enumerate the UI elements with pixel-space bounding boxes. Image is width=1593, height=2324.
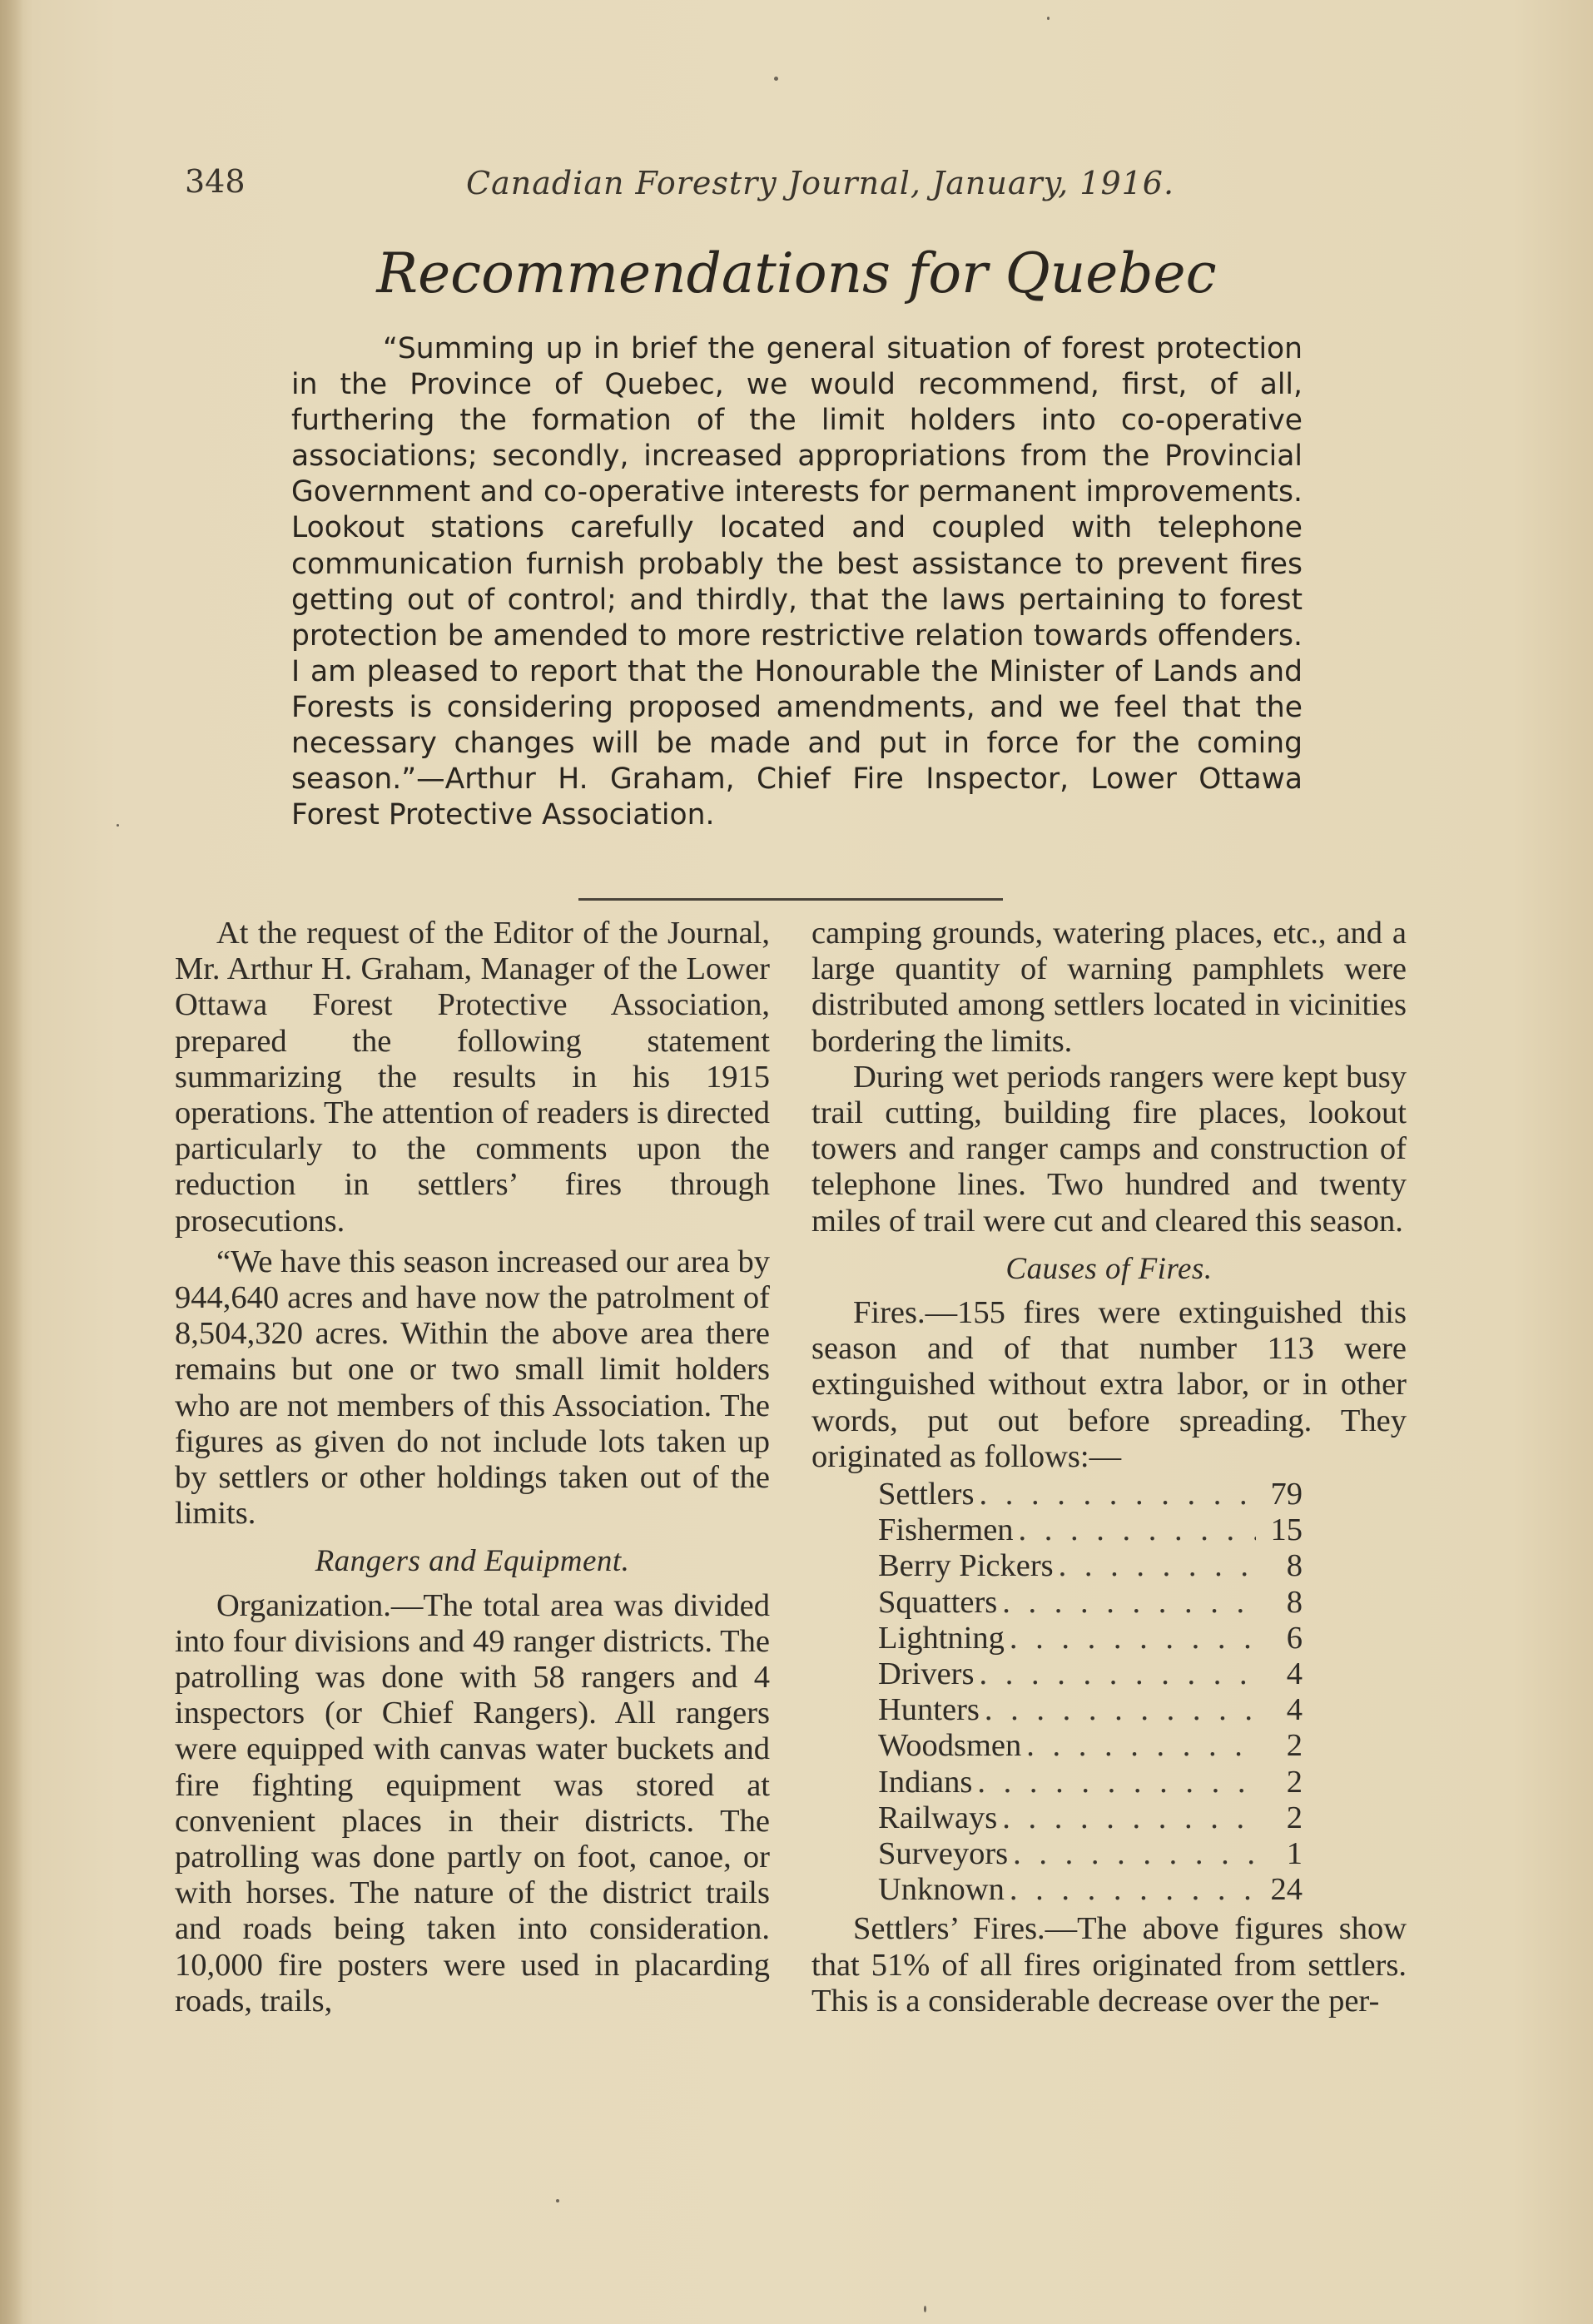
paper-speck (556, 2199, 559, 2202)
cause-row (878, 1548, 1303, 1584)
paper-speck (774, 77, 778, 81)
leader-dots (1002, 1800, 1256, 1836)
cause-count: 8 (1286, 1584, 1303, 1620)
organization-paragraph: Organization.—The total area was divided into four divisions and 49 ranger districts. The patrolling was done with 58 rangers and 4 inspectors (or Chief Rangers). All rangers were equipped with canvas water buckets and fire fighting equipment was stored at convenient places in their districts. The patrolling was done partly on foot, canoe, or with horses. The nature of the district trails and roads being taken into consideration. 10,000 fire posters were used in placarding roads, trails, (175, 1587, 770, 2019)
paper-speck (924, 2306, 926, 2312)
settlers-fires-paragraph: Settlers’ Fires.—The above figures show that 51% of all fires originated from settlers. This is a considerable decrease over the per- (811, 1911, 1407, 2019)
leader-dots (1019, 1512, 1256, 1548)
cause-count: 4 (1286, 1692, 1303, 1728)
cause-row (878, 1656, 1303, 1692)
leader-dots (1013, 1836, 1256, 1872)
cause-row (878, 1585, 1303, 1621)
left-column (175, 916, 770, 2019)
cause-row (878, 1512, 1303, 1548)
cause-row (878, 1728, 1303, 1764)
cause-label: Drivers (878, 1656, 975, 1691)
leader-dots (1002, 1585, 1256, 1621)
cause-row (878, 1836, 1303, 1872)
cause-row (878, 1621, 1303, 1656)
wet-periods-paragraph: During wet periods rangers were kept busy trail cutting, building fire places, lookout towers and ranger camps and construction of telephone lines. Two hundred and twenty miles of trail were cut and cleared this season. (811, 1059, 1407, 1239)
cause-count: 8 (1286, 1548, 1303, 1584)
cause-label: Unknown (878, 1872, 1005, 1908)
cause-row (878, 1477, 1303, 1512)
page-number: 348 (185, 163, 246, 200)
cause-count: 15 (1270, 1512, 1303, 1548)
section-divider (578, 898, 1003, 901)
cause-count: 79 (1270, 1477, 1303, 1512)
cause-count: 2 (1286, 1764, 1303, 1800)
leader-dots (977, 1765, 1256, 1800)
fires-paragraph: Fires.—155 fires were extinguished this season and of that number 113 were extinguished without extra labor, or in other words, put out before spreading. They originated as follows:— (811, 1295, 1407, 1474)
summary-quote-text: “Summing up in brief the general situation of forest protection in the Province of Quebec, we would recommend, first, of all, furthering the formation of the limit holders into co-operative associations; secondly, increased appropriations from the Provincial Government and co-operative interests for permanent improvements. Lookout stations carefully located and coupled with telephone communication furnish probably the best assistance to prevent fires getting out of control; and thirdly, that the laws pertaining to forest protection be amended to more restrictive relation towards offenders. I am pleased to report that the Honourable the Minister of Lands and Forests is considering proposed amendments, and we feel that the necessary changes will be made and put in force for the coming season.”—Arthur H. Graham, Chief Fire Inspector, Lower Ottawa Forest Protective Association. (291, 332, 1303, 832)
cause-label: Woodsmen (878, 1728, 1022, 1764)
rangers-heading: Rangers and Equipment. (315, 1544, 630, 1579)
leader-dots (1026, 1728, 1256, 1764)
cause-count: 4 (1286, 1656, 1303, 1691)
cause-label: Berry Pickers (878, 1548, 1054, 1584)
paper-speck (117, 824, 119, 827)
cause-count: 1 (1286, 1835, 1303, 1871)
leader-dots (1010, 1872, 1256, 1908)
article-title: Recommendations for Quebec (376, 241, 1217, 305)
running-head: Canadian Forestry Journal, January, 1916. (466, 165, 1175, 201)
intro-paragraph: At the request of the Editor of the Journal, Mr. Arthur H. Graham, Manager of the Lower Ottawa Forest Protective Association, prepared the following statement summarizing the results in his 1915 operations. The attention of readers is directed particularly to the comments upon the reduction in settlers’ fires through prosecutions. (175, 916, 770, 1239)
cause-label: Hunters (878, 1692, 980, 1728)
cause-label: Settlers (878, 1477, 975, 1512)
binding-shadow (0, 0, 23, 2324)
cause-label: Lightning (878, 1620, 1005, 1656)
cause-count: 2 (1286, 1728, 1303, 1764)
cause-row (878, 1692, 1303, 1728)
right-column (811, 916, 1407, 2019)
leader-dots (979, 1656, 1256, 1692)
continuation-paragraph: camping grounds, watering places, etc., and a large quantity of warning pamphlets were distributed among settlers located in vicinities bordering the limits. (811, 916, 1407, 1059)
cause-row (878, 1872, 1303, 1908)
leader-dots (1059, 1548, 1256, 1584)
page-header (175, 163, 1407, 213)
area-paragraph: “We have this season increased our area by 944,640 acres and have now the patrolment of 8,504,320 acres. Within the above area there remains but one or two small limit holders who are not members of this Association. The figures as given do not include lots taken up by settlers or other holdings taken out of the limits. (175, 1244, 771, 1532)
cause-label: Railways (878, 1800, 998, 1835)
cause-row (878, 1765, 1303, 1800)
causes-list (878, 1477, 1303, 1908)
cause-label: Squatters (878, 1584, 998, 1620)
leader-dots (979, 1477, 1256, 1512)
causes-heading: Causes of Fires. (1005, 1251, 1213, 1286)
cause-label: Surveyors (878, 1835, 1009, 1871)
cause-label: Indians (878, 1764, 973, 1800)
paper-speck (1047, 17, 1050, 20)
leader-dots (1010, 1621, 1256, 1656)
leader-dots (985, 1692, 1256, 1728)
cause-row (878, 1800, 1303, 1836)
cause-count: 6 (1286, 1620, 1303, 1656)
summary-quote (291, 331, 1303, 833)
cause-label: Fishermen (878, 1512, 1014, 1548)
cause-count: 2 (1286, 1800, 1303, 1835)
cause-count: 24 (1270, 1872, 1303, 1908)
